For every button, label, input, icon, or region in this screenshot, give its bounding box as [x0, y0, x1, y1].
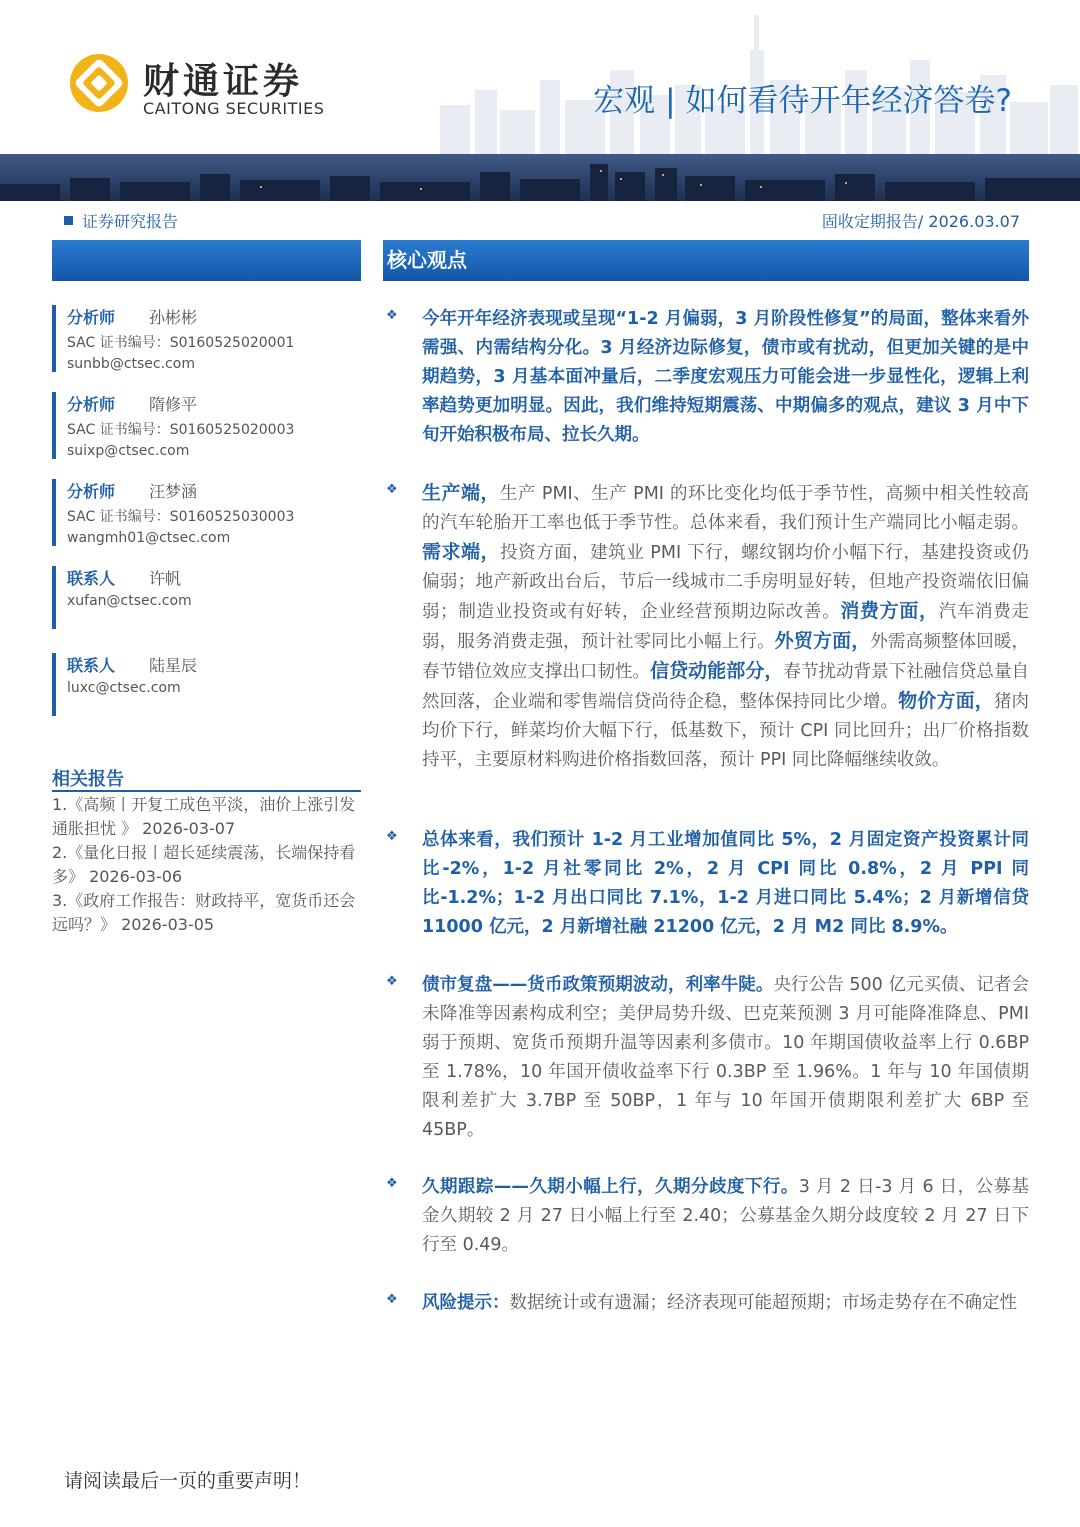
analyst-card	[52, 305, 377, 372]
core-point	[386, 479, 1029, 775]
consumption-text: 汽车消费走弱，服务消费走强，预计社零同比小幅上行。	[422, 602, 1029, 652]
header-section: 宏观	[593, 83, 656, 119]
contact-name: 隋修平	[149, 395, 198, 414]
diamond-bullet-icon: ❖	[386, 1292, 398, 1307]
diamond-bullet-icon: ❖	[386, 308, 398, 323]
price-text: 猪肉均价下行，鲜菜均价大幅下行，低基数下，预计 CPI 同比回升；出厂价格指数持平，主要原材料购进价格指数回落，预计 PPI 同比降幅继续收敛。	[422, 692, 1029, 770]
cert-label: SAC 证书编号：	[67, 509, 170, 525]
contact-name: 孙彬彬	[149, 308, 198, 327]
contact-role: 分析师	[67, 395, 116, 414]
contact-role: 分析师	[67, 482, 116, 501]
related-reports-title: 相关报告	[52, 769, 124, 790]
forecast-summary: 总体来看，我们预计 1-2 月工业增加值同比 5%，2 月固定资产投资累计同比-2%，1-2 月社零同比 2%，2 月 CPI 同比 0.8%，2 月 PPI 同比-1.2%；1-2 月出口同比 7.1%，1-2 月进口同比 5.4%；2 月新增信贷 11000 亿元，2 月新增社融 21200 亿元，2 月 M2 同比 8.9%。	[422, 830, 1029, 937]
credit-text: 春节扰动背景下社融信贷总量自然回落，企业端和零售端信贷尚待企稳，整体保持同比少增。	[422, 662, 1030, 712]
cert-number: S0160525020003	[169, 422, 295, 438]
production-heading: 生产端，	[422, 482, 500, 504]
core-view-title: 核心观点	[383, 240, 1029, 281]
trade-heading: 外贸方面，	[774, 630, 871, 652]
brand-name-cn: 财通证券	[143, 61, 304, 102]
production-text: 生产 PMI、生产 PMI 的环比变化均低于季节性，高频中相关性较高的汽车轮胎开工率也低于季节性。总体来看，我们预计生产端同比小幅走弱。	[422, 484, 1029, 533]
related-report-item[interactable]: 3.《政府工作报告：财政持平，宽货币还会远吗？》 2026-03-05	[52, 891, 356, 934]
risk-heading: 风险提示：	[422, 1293, 510, 1313]
trade-text: 外需高频整体回暖，春节错位效应支撑出口韧性。	[422, 632, 1029, 682]
contact-name: 汪梦涵	[149, 482, 198, 501]
related-report-item[interactable]: 1.《高频丨开复工成色平淡，油价上涨引发通胀担忧 》 2026-03-07	[52, 795, 356, 838]
contact-role: 联系人	[67, 656, 116, 675]
core-point	[386, 826, 1029, 942]
report-header-title	[593, 75, 1012, 120]
contact-card	[52, 566, 377, 629]
contact-name: 许帆	[149, 569, 182, 588]
cert-number: S0160525030003	[169, 509, 295, 525]
related-report-item[interactable]: 2.《量化日报丨超长延续震荡，长端保持看多》 2026-03-06	[52, 843, 356, 886]
contact-role: 联系人	[67, 569, 116, 588]
demand-text: 投资方面，建筑业 PMI 下行，螺纹钢均价小幅下行，基建投资或仍偏弱；地产新政出台后，节后一线城市二手房明显好转，但地产投资端依旧偏弱；制造业投资或有好转，企业经营预期边际改善。	[422, 543, 1029, 622]
diamond-bullet-icon: ❖	[386, 974, 398, 989]
diamond-bullet-icon: ❖	[386, 829, 398, 844]
contact-email[interactable]: wangmh01@ctsec.com	[67, 530, 231, 546]
diamond-bullet-icon: ❖	[386, 1176, 398, 1191]
core-point	[386, 971, 1029, 1145]
contact-name: 陆星辰	[149, 656, 198, 675]
cert-label: SAC 证书编号：	[67, 335, 170, 351]
analyst-card	[52, 479, 377, 546]
contact-role: 分析师	[67, 308, 116, 327]
related-reports-list	[52, 793, 364, 937]
contact-email[interactable]: suixp@ctsec.com	[67, 443, 190, 459]
city-night-banner-image	[0, 154, 1080, 201]
contact-email[interactable]: luxc@ctsec.com	[67, 680, 181, 696]
duration-heading: 久期跟踪——久期小幅上行，久期分歧度下行。	[422, 1177, 799, 1197]
contact-email[interactable]: sunbb@ctsec.com	[67, 356, 195, 372]
brand-name-en: CAITONG SECURITIES	[143, 99, 325, 118]
header-title-text: 如何看待开年经济答卷?	[685, 83, 1012, 119]
risk-text: 数据统计或有遗漏；经济表现可能超预期；市场走势存在不确定性	[509, 1293, 1017, 1313]
credit-heading: 信贷动能部分，	[650, 660, 784, 682]
bond-review-text: 央行公告 500 亿元买债、记者会未降准等因素构成利空；美伊局势升级、巴克莱预测 3 月可能降准降息、PMI 弱于预期、宽货币预期升温等因素利多债市。10 年期国债收益率上行 0.6BP 至 1.78%，10 年国开债收益率下行 0.3BP 至 1.96%。1 年与 10 年国债期限利差扩大 3.7BP 至 50BP，1 年与 10 年国开债期限利差扩大 6BP 至 45BP。	[422, 975, 1029, 1140]
disclaimer-notice: 请阅读最后一页的重要声明！	[64, 1470, 312, 1492]
document-type-text: 证券研究报告	[82, 212, 179, 231]
duration-text: 3 月 2 日-3 月 6 日，公募基金久期较 2 月 27 日小幅上行至 2.40；公募基金久期分歧度较 2 月 27 日下行至 0.49。	[422, 1177, 1030, 1255]
square-icon	[64, 216, 73, 225]
related-reports-divider	[52, 790, 361, 792]
core-point-summary: 今年开年经济表现或呈现“1-2 月偏弱，3 月阶段性修复”的局面，整体来看外需强、内需结构分化。3 月经济边际修复，债市或有扰动，但更加关键的是中期趋势，3 月基本面冲量后，二季度宏观压力可能会进一步显性化，逻辑上利率趋势更加明显。因此，我们维持短期震荡、中期偏多的观点，建议 3 月中下旬开始积极布局、拉长久期。	[422, 309, 1029, 445]
price-heading: 物价方面，	[898, 690, 994, 712]
bond-review-heading: 债市复盘——货币政策预期波动，利率牛陡。	[422, 975, 774, 995]
report-type-date: 固收定期报告/ 2026.03.07	[821, 212, 1020, 231]
caitong-logo	[66, 50, 132, 116]
core-point	[386, 1289, 1029, 1318]
document-type-label	[64, 209, 178, 232]
cert-label: SAC 证书编号：	[67, 422, 170, 438]
contact-card	[52, 653, 377, 716]
demand-heading: 需求端，	[422, 541, 501, 563]
core-point	[386, 1173, 1029, 1260]
diamond-bullet-icon: ❖	[386, 482, 398, 497]
contact-email[interactable]: xufan@ctsec.com	[67, 593, 192, 609]
cert-number: S0160525020001	[169, 335, 295, 351]
core-point	[386, 305, 1029, 450]
analyst-card	[52, 392, 377, 459]
header-separator: |	[665, 83, 676, 119]
consumption-heading: 消费方面，	[840, 600, 939, 622]
left-column-header-bar	[52, 240, 361, 281]
